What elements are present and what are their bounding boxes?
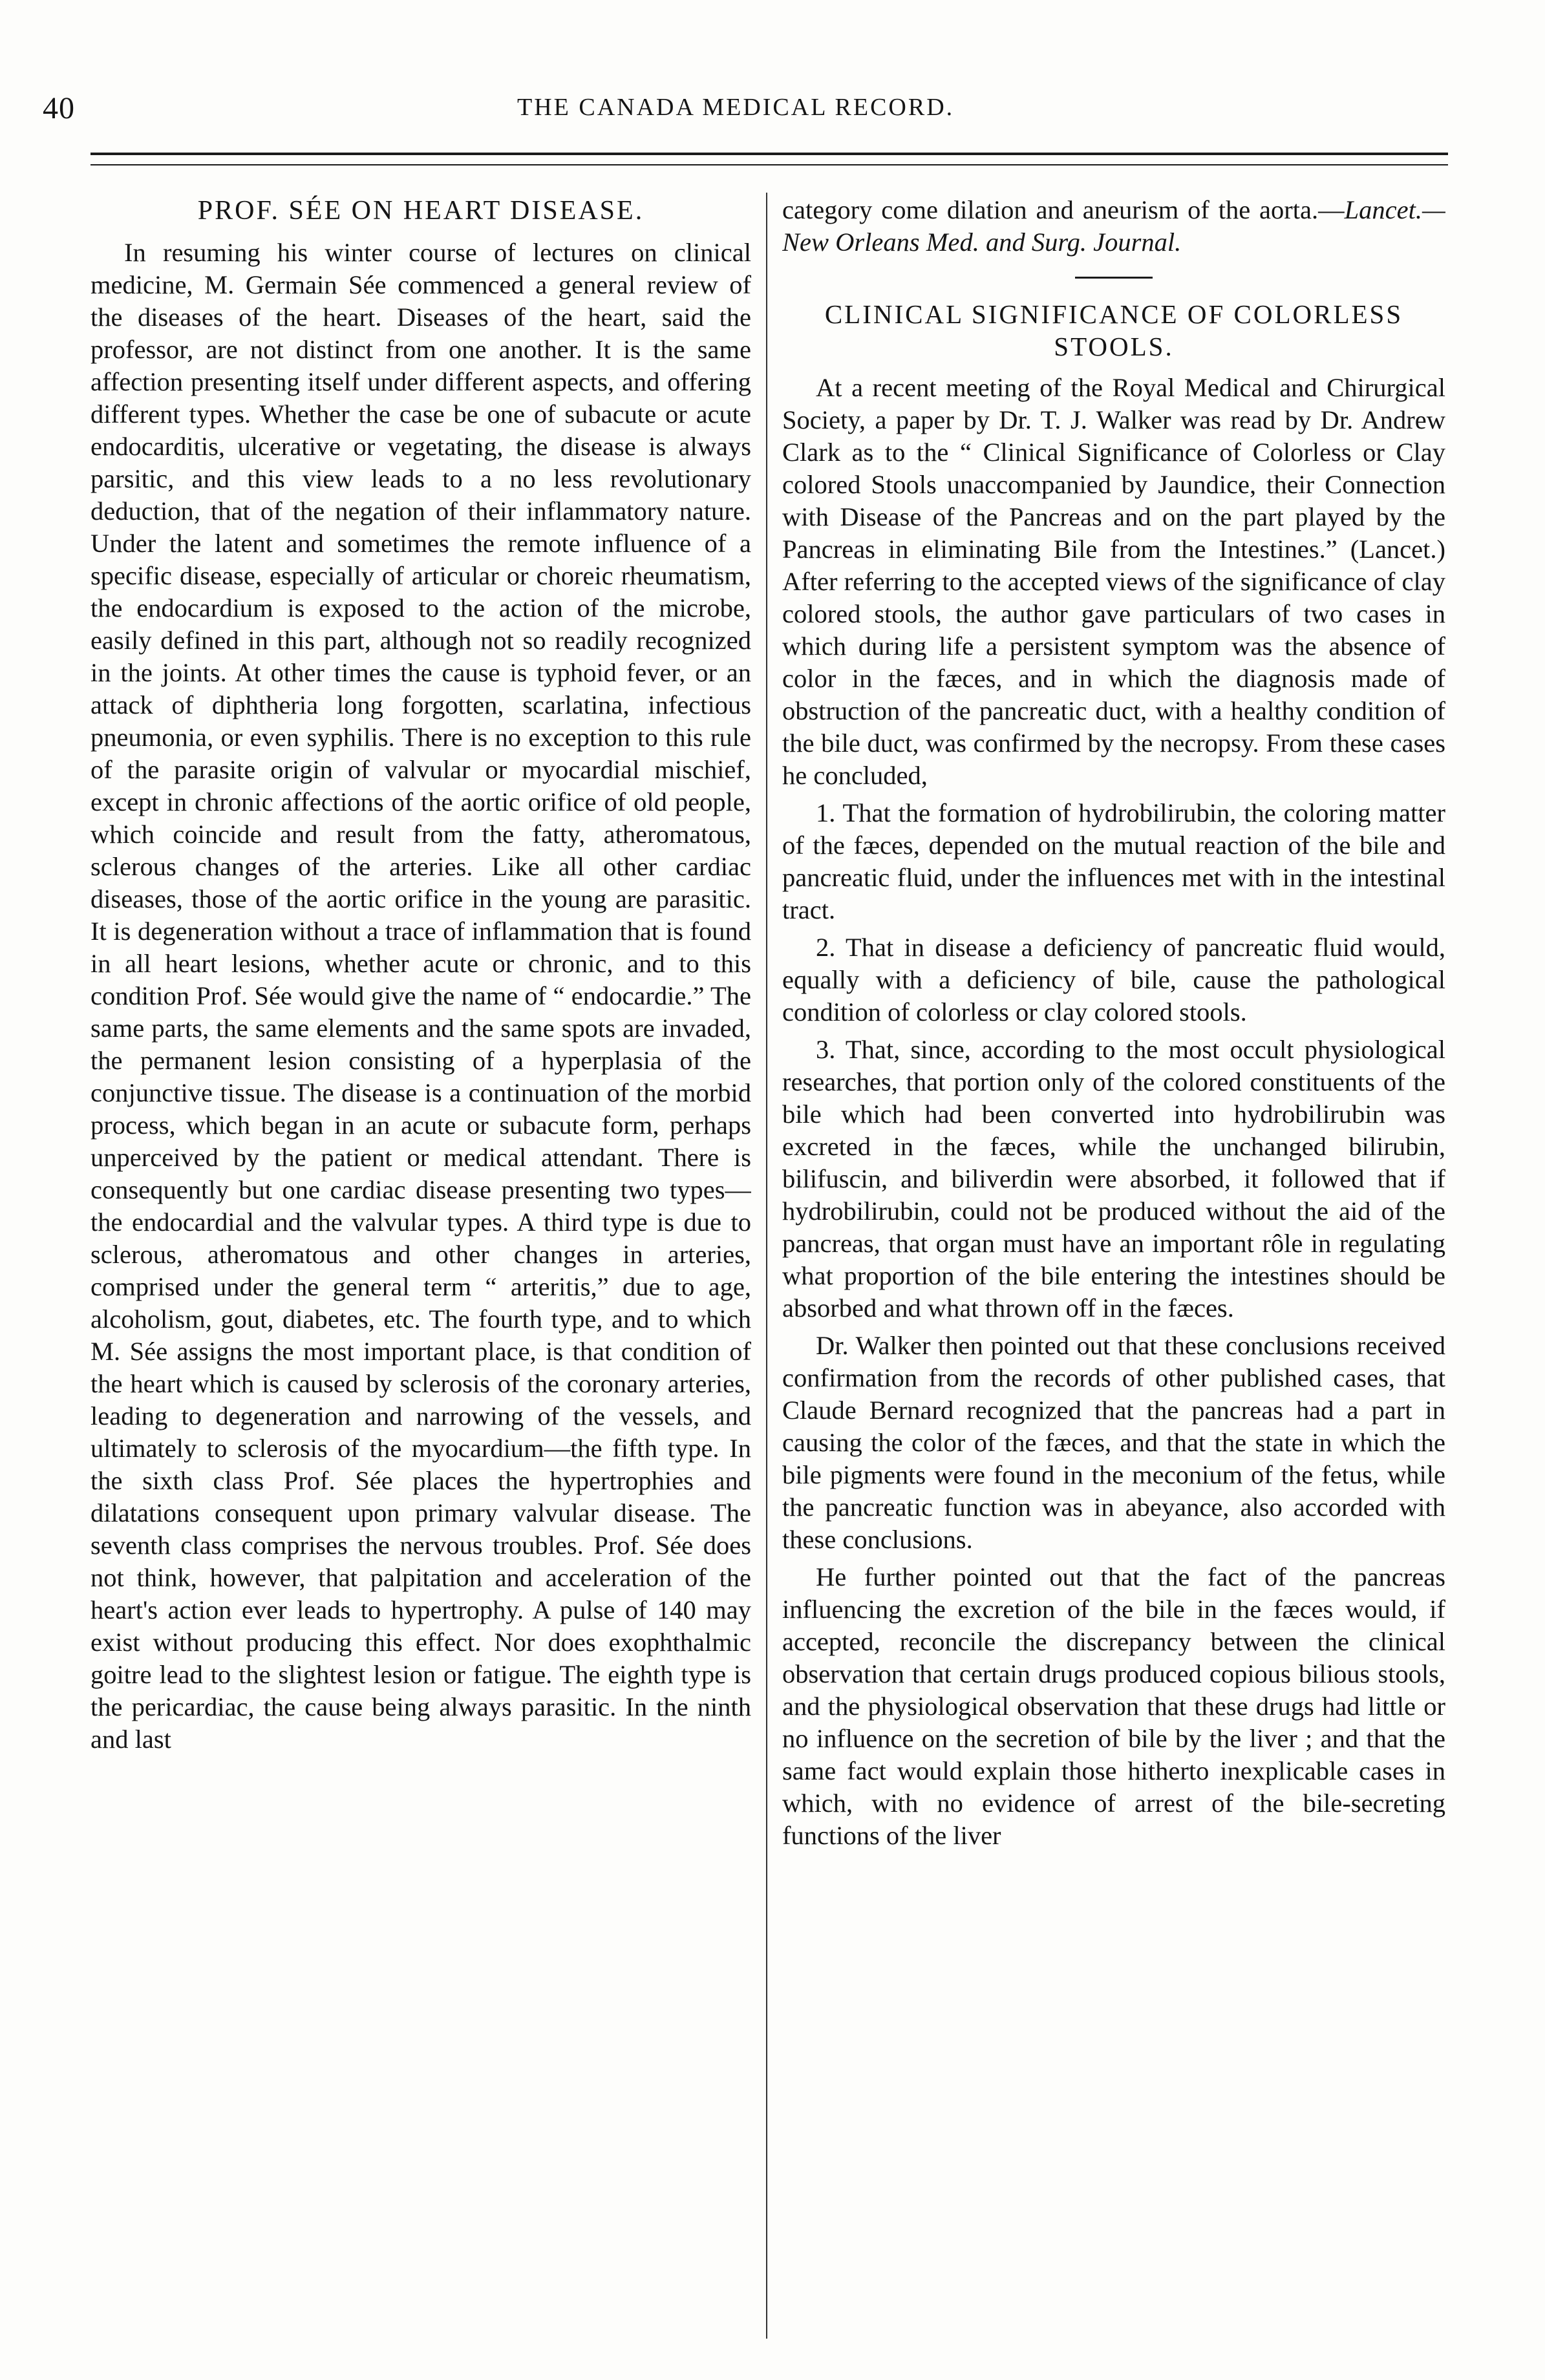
header-rule-top [91, 153, 1448, 155]
right-column [782, 194, 1445, 2359]
column-divider [766, 193, 767, 2339]
source-citation: Lancet.—New Orleans Med. and Surg. Journal. [782, 195, 1445, 257]
article-heading-see: PROF. SÉE ON HEART DISEASE. [197, 196, 645, 226]
paragraph-conclusion-3: 3. That, since, according to the most occult physiological researches, that portion only of the colored constituents of the bile which had been converted into hydrobilirubin was excreted in the fæces, while the unchanged bilirubin, bilifuscin, and biliverdin were absorbed, it followed that if hydrobilirubin, could not be produced without the aid of the pancreas, that organ must have an important rôle in regulating what proportion of the bile entering the intestines should be absorbed and what thrown off in the fæces. [782, 1035, 1445, 1323]
page-header [0, 90, 1545, 136]
running-title: THE CANADA MEDICAL RECORD. [517, 94, 955, 121]
continued-sentence: category come dilation and aneurism of the aorta.— [782, 195, 1345, 224]
page-number: 40 [43, 91, 75, 125]
header-rule-bottom [91, 164, 1448, 165]
paragraph-intro: At a recent meeting of the Royal Medical and Chirurgical Society, a paper by Dr. T. J. Walker was read by Dr. Andrew Clark as to the “ Clinical Significance of Colorless or Clay colored Stools unaccompanied by Jaundice, their Connection with Disease of the Pancreas and on the part played by the Pancreas in eliminating Bile from the Intestines.” (Lancet.) After referring to the accepted views of the significance of clay colored stools, the author gave particulars of two cases in which during life a persistent symptom was the absence of color in the fæces, and in which the diagnosis made of obstruction of the pancreatic duct, with a healthy condition of the bile duct, was confirmed by the necropsy. From these cases he concluded, [782, 373, 1445, 790]
paragraph-confirmation: Dr. Walker then pointed out that these conclusions received confirmation from the records of other published cases, that Claude Bernard recognized that the pancreas had a part in causing the color of the fæces, and that the state in which the bile pigments were found in the meconium of the fetus, while the pancreatic function was in abeyance, also accorded with these conclusions. [782, 1331, 1445, 1554]
paragraph-further: He further pointed out that the fact of the pancreas influencing the excretion of the bile in the fæces would, if accepted, reconcile the discrepancy between the clinical observation that certain drugs produced copious bilious stools, and the physiological observation that these drugs had little or no influence on the secretion of bile by the liver ; and that the same fact would explain those hitherto inexplicable cases in which, with no evidence of arrest of the bile-secreting functions of the liver [782, 1562, 1445, 1850]
article-heading-stools: CLINICAL SIGNIFICANCE OF COLORLESS STOOLS. [824, 299, 1403, 361]
paragraph-conclusion-1: 1. That the formation of hydrobilirubin, the coloring matter of the fæces, depended on the mutual reaction of the bile and pancreatic fluid, under the influences met with in the intestinal tract. [782, 798, 1445, 924]
article-body-see: In resuming his winter course of lectures on clinical medicine, M. Germain Sée commenced a general review of the diseases of the heart. Diseases of the heart, said the professor, are not distinct from one another. It is the same affection presenting itself under different aspects, and offering different types. Whether the case be one of subacute or acute endocarditis, ulcerative or vegetating, the disease is always parsitic, and this view leads to a no less revolutionary deduction, that of the negation of their inflammatory nature. Under the latent and sometimes the remote influence of a specific disease, especially of articular or choreic rheumatism, the endocardium is exposed to the action of the microbe, easily defined in this part, although not so readily recognized in the joints. At other times the cause is typhoid fever, or an attack of diphtheria long forgotten, scarlatina, infectious pneumonia, or even syphilis. There is no exception to this rule of the parasite origin of valvular or myocardial mischief, except in chronic affections of the aortic orifice of old people, which coincide and result from the fatty, atheromatous, sclerous changes of the arteries. Like all other cardiac diseases, those of the aortic orifice in the young are parasitic. It is degeneration without a trace of inflammation that is found in all heart lesions, whether acute or chronic, and to this condition Prof. Sée would give the name of “ endocardie.” The same parts, the same elements and the same spots are invaded, the permanent lesion consisting of a hyperplasia of the conjunctive tissue. The disease is a continuation of the morbid process, which began in an acute or subacute form, perhaps unperceived by the patient or medical attendant. There is consequently but one cardiac disease presenting two types—the endocardial and the valvular types. A third type is due to sclerous, atheromatous and other changes in arteries, comprised under the general term “ arteritis,” due to age, alcoholism, gout, diabetes, etc. The fourth type, and to which M. Sée assigns the most important place, is that condition of the heart which is caused by sclerosis of the coronary arteries, leading to degeneration and narrowing of the vessels, and ultimately to sclerosis of the myocardium—the fifth type. In the sixth class Prof. Sée places the hypertrophies and dilatations consequent upon primary valvular disease. The seventh class comprises the nervous troubles. Prof. Sée does not think, however, that palpitation and acceleration of the heart's action ever leads to hypertrophy. A pulse of 140 may exist without producing this effect. Nor does exophthalmic goitre lead to the slightest lesion or fatigue. The eighth type is the pericardiac, the cause being always parasitic. In the ninth and last [91, 238, 751, 1754]
left-column [91, 194, 751, 2359]
paragraph-conclusion-2: 2. That in disease a deficiency of pancreatic fluid would, equally with a deficiency of bile, cause the pathological condition of colorless or clay colored stools. [782, 933, 1445, 1026]
continued-text [782, 194, 1445, 259]
section-divider [1075, 277, 1153, 279]
